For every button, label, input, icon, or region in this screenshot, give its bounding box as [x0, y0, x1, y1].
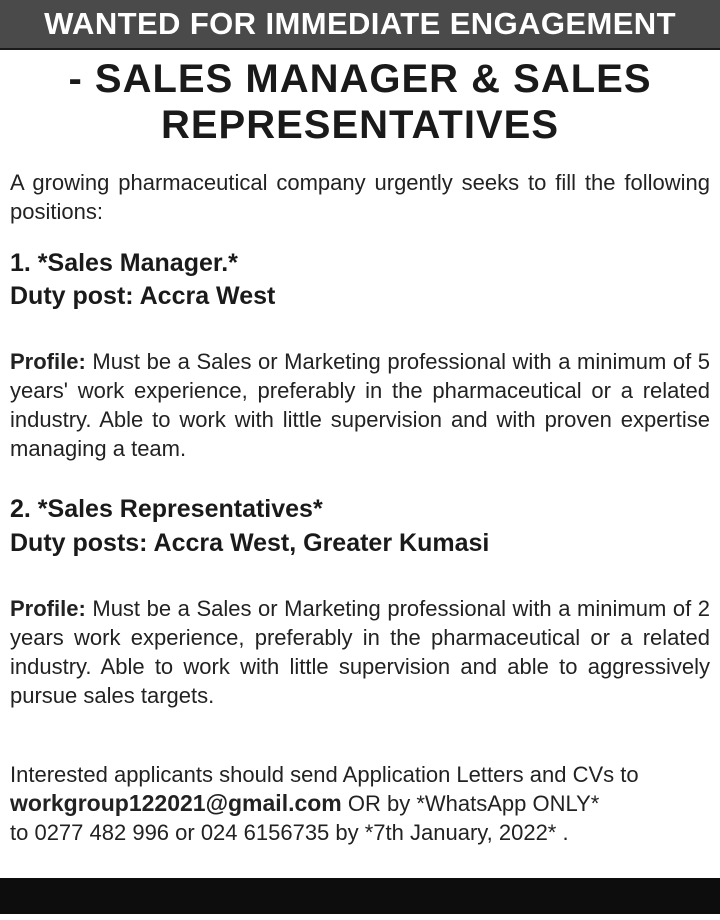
- position-2-title: 2. *Sales Representatives*: [10, 495, 323, 523]
- position-1-duty-post: Duty post: Accra West: [10, 282, 276, 310]
- profile-label: Profile:: [10, 349, 86, 374]
- application-instructions: [10, 760, 710, 847]
- whatsapp-note: OR by *WhatsApp ONLY*: [341, 791, 600, 816]
- banner-text: WANTED FOR IMMEDIATE ENGAGEMENT: [44, 6, 676, 41]
- position-2-profile: [10, 594, 710, 710]
- profile-text: Must be a Sales or Marketing professional with a minimum of 2 years work experience, preferably in the pharmaceutical or a related industry. Able to work with little supervision and able to aggressively pursue sales targets.: [10, 596, 710, 708]
- top-banner: [0, 0, 720, 50]
- profile-label: Profile:: [10, 596, 86, 621]
- position-2-duty-post: Duty posts: Accra West, Greater Kumasi: [10, 529, 490, 557]
- headline: [0, 56, 720, 148]
- apply-line-2: [10, 789, 710, 818]
- bottom-bar: [0, 878, 720, 914]
- profile-text: Must be a Sales or Marketing professional with a minimum of 5 years' work experience, preferably in the pharmaceutical or a related industry. Able to work with little supervision and with proven expertise managing a team.: [10, 349, 710, 461]
- contact-email: workgroup122021@gmail.com: [10, 790, 342, 816]
- position-1-title: 1. *Sales Manager.*: [10, 249, 238, 277]
- intro-text: A growing pharmaceutical company urgently seeks to fill the following positions:: [10, 170, 710, 224]
- apply-line-1: Interested applicants should send Application Letters and CVs to: [10, 762, 639, 787]
- headline-line-2: REPRESENTATIVES: [160, 103, 560, 147]
- position-1-profile: [10, 347, 710, 463]
- headline-line-1: - SALES MANAGER & SALES: [68, 57, 652, 101]
- apply-line-3: to 0277 482 996 or 024 6156735 by *7th January, 2022* .: [10, 820, 569, 845]
